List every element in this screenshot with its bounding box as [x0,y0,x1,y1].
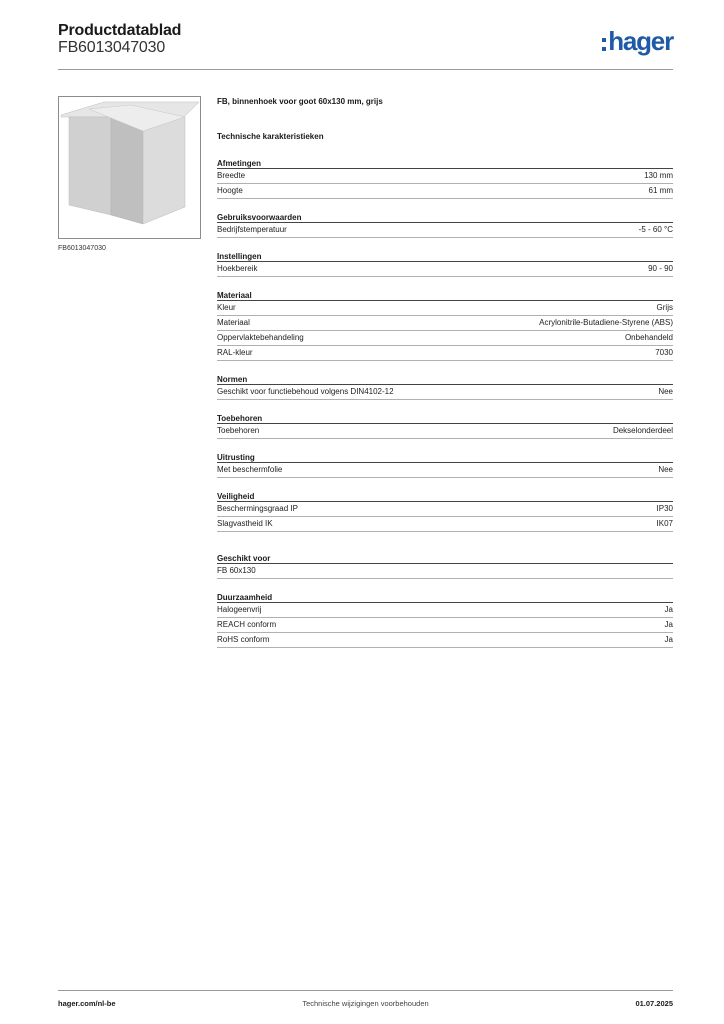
section-title: Toebehoren [217,414,673,424]
spec-value: Grijs [656,303,673,312]
spec-row [217,603,673,618]
spec-row [217,184,673,199]
logo-dots-icon [602,38,606,51]
hager-logo [602,26,673,56]
spec-value: Ja [664,635,673,644]
spec-row [217,424,673,439]
spec-section [217,593,673,648]
spec-row [217,564,673,579]
spec-row [217,385,673,400]
spec-value: IK07 [656,519,673,528]
spec-row [217,331,673,346]
spec-section [217,213,673,238]
footer-disclaimer: Technische wijzigingen voorbehouden [302,999,429,1008]
spec-label: FB 60x130 [217,566,256,575]
section-title: Materiaal [217,291,673,301]
spec-value: Ja [664,605,673,614]
spec-sections [217,159,673,532]
spec-value: 7030 [655,348,673,357]
spec-value: Nee [658,387,673,396]
spec-row [217,618,673,633]
section-title: Veiligheid [217,492,673,502]
spec-label: Hoogte [217,186,243,195]
spec-section [217,554,673,579]
spec-row [217,517,673,532]
spec-label: Bedrijfstemperatuur [217,225,287,234]
spec-value: 90 - 90 [648,264,673,273]
spec-row [217,169,673,184]
spec-section [217,414,673,439]
spec-section [217,291,673,361]
section-title: Gebruiksvoorwaarden [217,213,673,223]
product-image [58,96,201,239]
image-caption: FB6013047030 [58,245,106,252]
document-title: Productdatablad [58,22,182,39]
spec-label: Oppervlaktebehandeling [217,333,304,342]
logo-text: hager [608,26,673,56]
spec-value: Acrylonitrile-Butadiene-Styrene (ABS) [539,318,673,327]
spec-label: Hoekbereik [217,264,258,273]
spec-label: Kleur [217,303,236,312]
spec-value: Nee [658,465,673,474]
spec-row [217,262,673,277]
spec-row [217,463,673,478]
spec-value: -5 - 60 °C [638,225,673,234]
spec-value: Onbehandeld [624,333,673,342]
spec-value: 130 mm [644,171,673,180]
page-header [58,22,673,70]
spec-label: REACH conform [217,620,277,629]
section-title: Geschikt voor [217,554,673,564]
spec-label: Slagvastheid IK [217,519,273,528]
footer-website: hager.com/nl-be [58,999,116,1008]
footer-divider [58,990,673,991]
footer-date: 01.07.2025 [635,999,673,1008]
spec-section [217,252,673,277]
section-title: Instellingen [217,252,673,262]
section-title: Normen [217,375,673,385]
page-footer [58,999,673,1011]
spec-value: 61 mm [648,186,673,195]
spec-label: Materiaal [217,318,250,327]
spec-value: Ja [664,620,673,629]
spec-label: RAL-kleur [217,348,253,357]
spec-row [217,316,673,331]
spec-label: Breedte [217,171,246,180]
spec-row [217,502,673,517]
spec-section [217,492,673,532]
spec-value: Dekselonderdeel [612,426,673,435]
spec-row [217,633,673,648]
section-title: Uitrusting [217,453,673,463]
spec-label: Halogeenvrij [217,605,262,614]
spec-content [217,97,673,648]
section-title: Afmetingen [217,159,673,169]
section-title: Duurzaamheid [217,593,673,603]
spec-label: RoHS conform [217,635,270,644]
spec-row [217,346,673,361]
spec-section [217,453,673,478]
header-divider [58,69,673,70]
spec-label: Toebehoren [217,426,260,435]
spec-section [217,375,673,400]
spec-label: Met beschermfolie [217,465,283,474]
spec-row [217,301,673,316]
spec-label: Geschikt voor functiebehoud volgens DIN4102-12 [217,387,394,396]
spec-value: IP30 [656,504,673,513]
extra-sections [217,554,673,648]
corner-piece-illustration [59,97,200,238]
technical-title: Technische karakteristieken [217,132,324,141]
product-description: FB, binnenhoek voor goot 60x130 mm, grijs [217,97,383,106]
spec-row [217,223,673,238]
spec-label: Beschermingsgraad IP [217,504,298,513]
spec-section [217,159,673,199]
product-id: FB6013047030 [58,39,166,56]
